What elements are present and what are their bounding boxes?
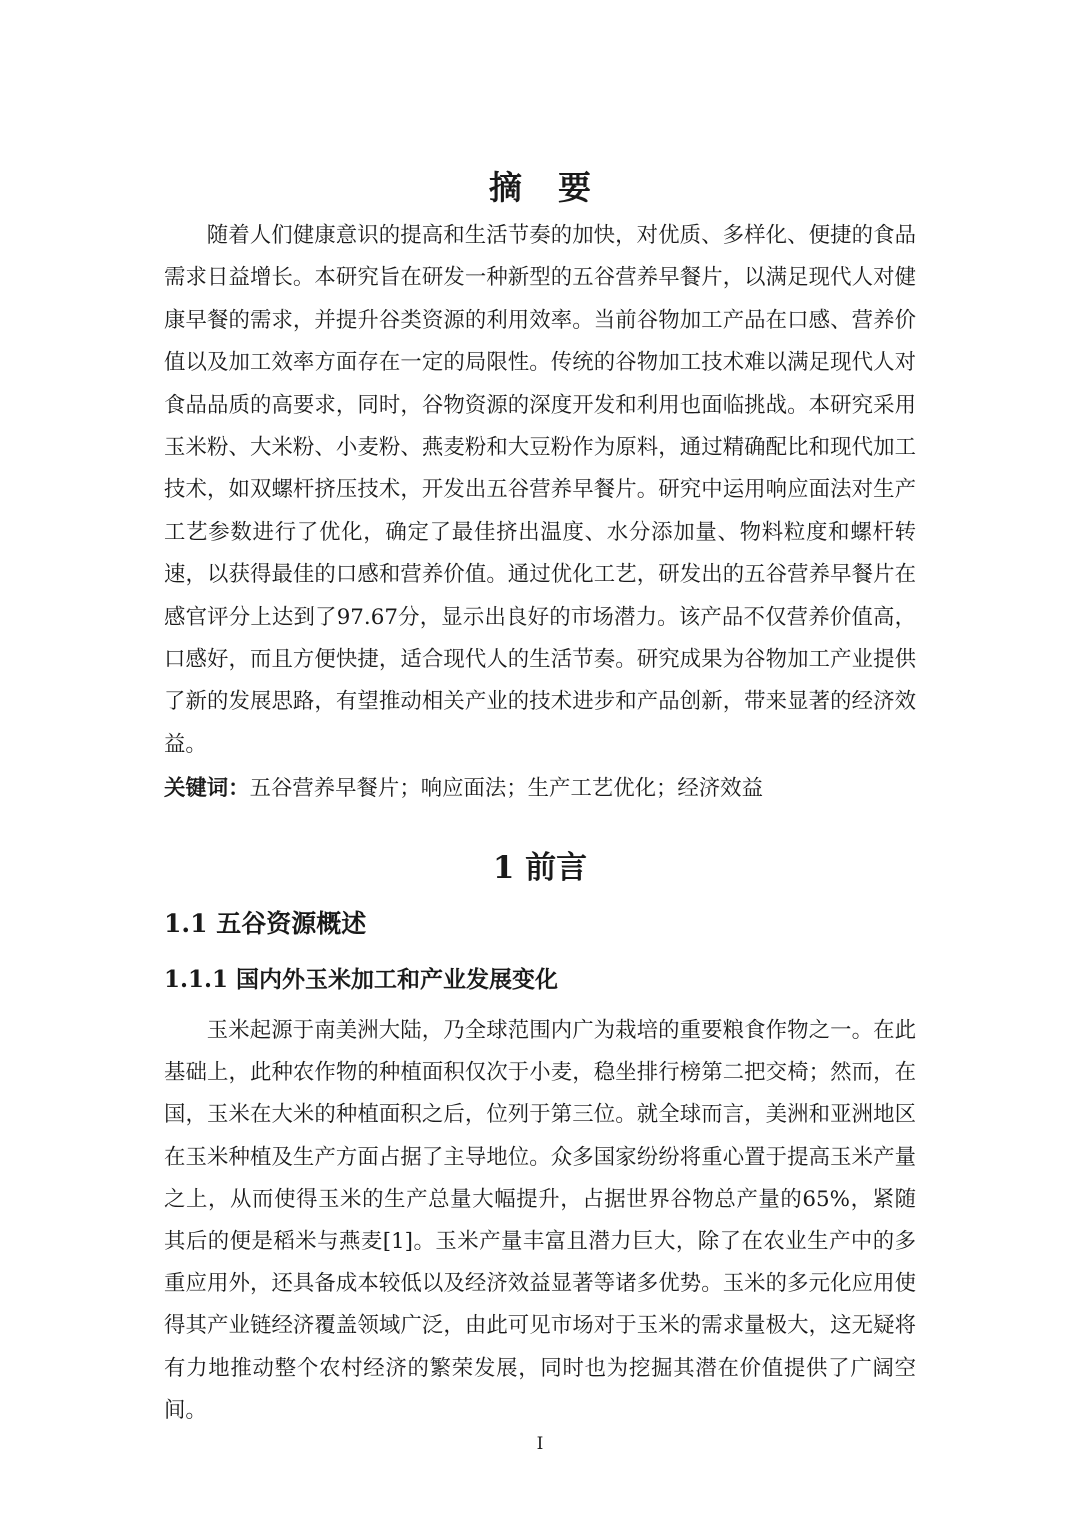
intro-paragraph: 玉米起源于南美洲大陆，乃全球范围内广为栽培的重要粮食作物之一。在此基础上，此种农作物的种植面积仅次于小麦，稳坐排行榜第二把交椅；然而，在国，玉米在大米的种植面积之后，位列于第三位。就全球而言，美洲和亚洲地区在玉米种植及生产方面占据了主导地位。众多国家纷纷将重心置于提高玉米产量之上，从而使得玉米的生产总量大幅提升，占据世界谷物总产量的65%，紧随其后的便是稻米与燕麦[1]。玉米产量丰富且潜力巨大，除了在农业生产中的多重应用外，还具备成本较低以及经济效益显著等诸多优势。玉米的多元化应用使得其产业链经济覆盖领域广泛，由此可见市场对于玉米的需求量极大，这无疑将有力地推动整个农村经济的繁荣发展，同时也为挖掘其潜在价值提供了广阔空间。 [164,1018,916,1423]
subsection-title: 1.1 五谷资源概述 [164,909,367,938]
keywords-line [164,768,916,810]
page-number: I [536,1434,544,1454]
keywords-text: 五谷营养早餐片；响应面法；生产工艺优化；经济效益 [249,776,763,801]
section-title: 1 前言 [492,850,588,886]
subsubsection-title: 1.1.1 国内外玉米加工和产业发展变化 [164,966,559,993]
abstract-title: 摘要 [489,168,627,207]
abstract-body: 随着人们健康意识的提高和生活节奏的加快，对优质、多样化、便捷的食品需求日益增长。本研究旨在研发一种新型的五谷营养早餐片，以满足现代人对健康早餐的需求，并提升谷类资源的利用效率。当前谷物加工产品在口感、营养价值以及加工效率方面存在一定的局限性。传统的谷物加工技术难以满足现代人对食品品质的高要求，同时，谷物资源的深度开发和利用也面临挑战。本研究采用玉米粉、大米粉、小麦粉、燕麦粉和大豆粉作为原料，通过精确配比和现代加工技术，如双螺杆挤压技术，开发出五谷营养早餐片。研究中运用响应面法对生产工艺参数进行了优化，确定了最佳挤出温度、水分添加量、物料粒度和螺杆转速，以获得最佳的口感和营养价值。通过优化工艺，研发出的五谷营养早餐片在感官评分上达到了97.67分，显示出良好的市场潜力。该产品不仅营养价值高，口感好，而且方便快捷，适合现代人的生活节奏。研究成果为谷物加工产业提供了新的发展思路，有望推动相关产业的技术进步和产品创新，带来显著的经济效益。 [164,223,916,757]
keywords-label: 关键词： [164,776,250,801]
